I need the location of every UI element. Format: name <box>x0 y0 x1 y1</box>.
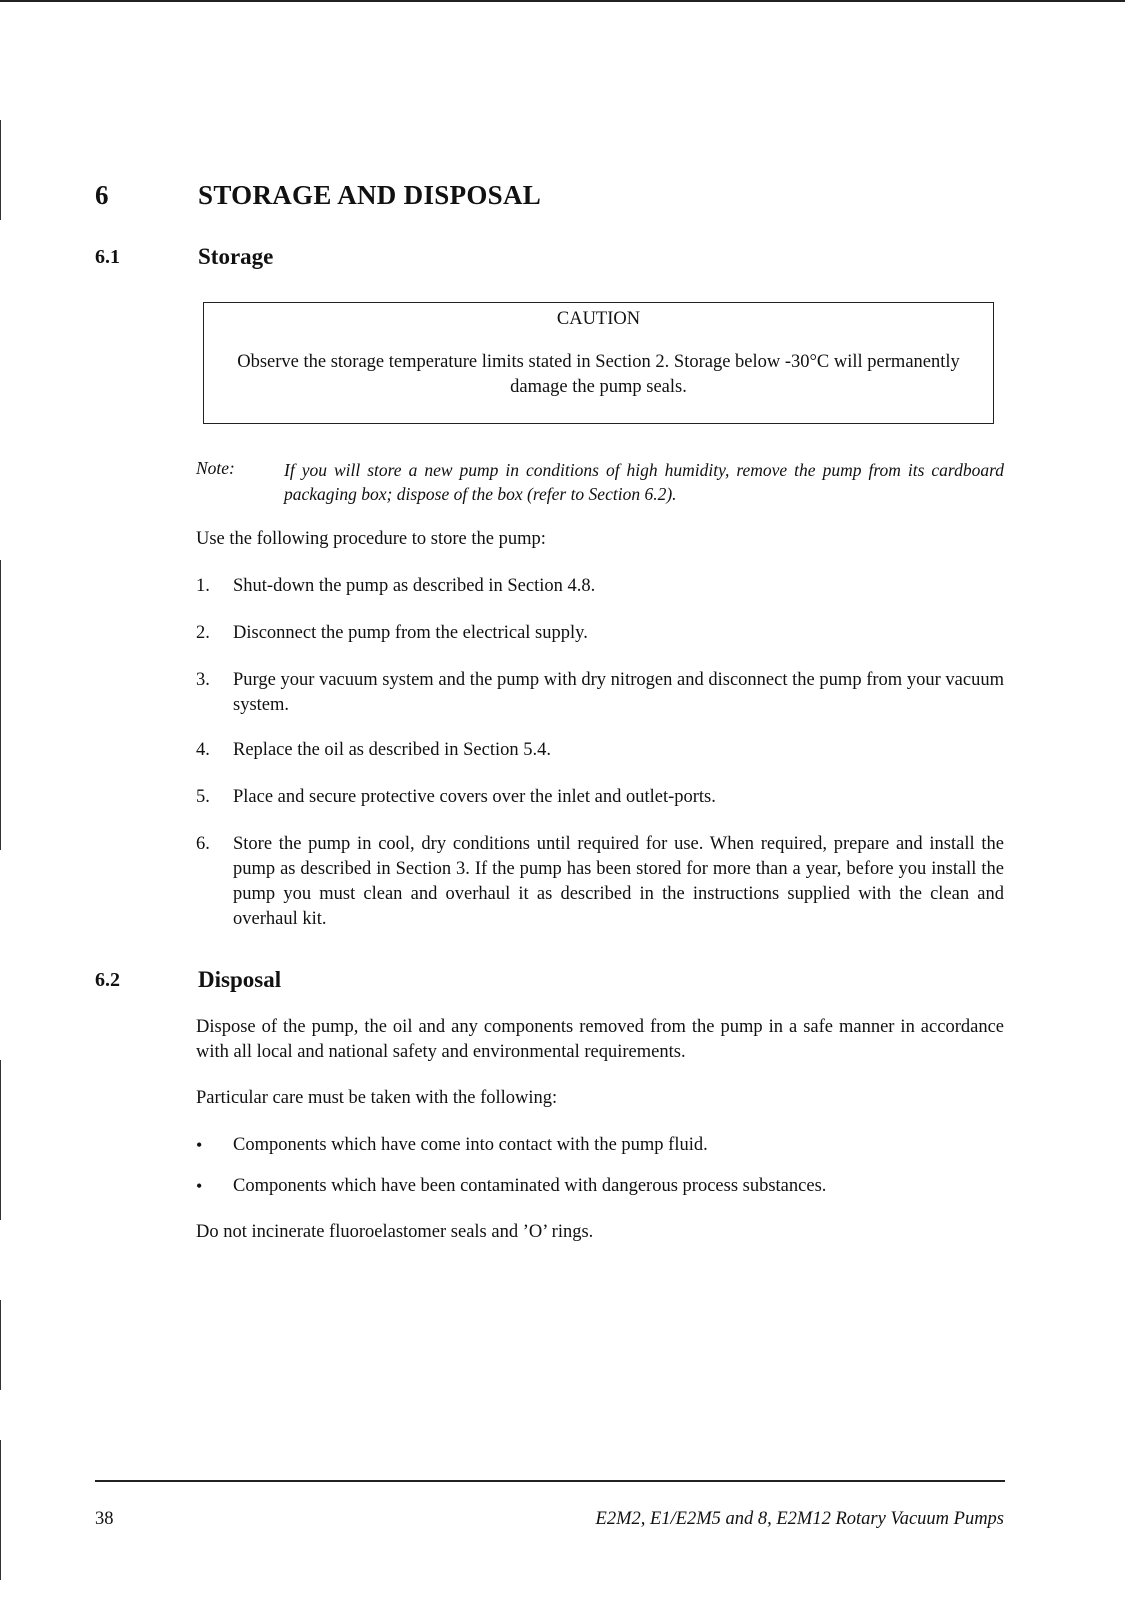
page-number: 38 <box>95 1509 114 1529</box>
bullet-icon: • <box>196 1176 203 1196</box>
scan-edge-mark <box>0 1060 1 1220</box>
step-number: 3. <box>196 670 210 690</box>
list-item <box>196 574 1004 599</box>
step-number: 4. <box>196 740 210 760</box>
caution-title: CAUTION <box>556 309 641 329</box>
top-rule <box>0 0 1125 2</box>
footer-rule <box>95 1480 1005 1482</box>
section-number: 6 <box>95 180 109 210</box>
scan-edge-mark <box>0 1300 1 1390</box>
step-number: 6. <box>196 834 210 854</box>
subsection-number-storage: 6.1 <box>95 246 120 268</box>
caution-text: Observe the storage temperature limits stated in Section 2. Storage below -30°C will permanently damage the pump seals. <box>237 352 960 397</box>
list-item <box>196 785 1004 810</box>
list-item <box>196 1174 1004 1199</box>
step-text: Disconnect the pump from the electrical supply. <box>233 623 588 643</box>
step-text: Shut-down the pump as described in Section 4.8. <box>233 576 596 596</box>
caution-box <box>203 302 994 424</box>
section-title: STORAGE AND DISPOSAL <box>198 180 542 210</box>
footer-title: E2M2, E1/E2M5 and 8, E2M12 Rotary Vacuum Pumps <box>595 1509 1004 1529</box>
list-item <box>196 621 1004 646</box>
list-item <box>196 738 1004 763</box>
step-number: 5. <box>196 787 210 807</box>
disposal-paragraph: Particular care must be taken with the following: <box>196 1088 558 1108</box>
bullet-text: Components which have been contaminated with dangerous process substances. <box>233 1176 827 1196</box>
scan-edge-mark <box>0 120 1 220</box>
bullet-icon: • <box>196 1135 203 1155</box>
step-text: Purge your vacuum system and the pump with dry nitrogen and disconnect the pump from your vacuum system. <box>233 670 1004 715</box>
list-item <box>196 668 1004 718</box>
list-item <box>196 832 1004 932</box>
note-label: Note: <box>196 458 235 478</box>
list-item <box>196 1133 1004 1158</box>
note-text: If you will store a new pump in conditions of high humidity, remove the pump from its cardboard packaging box; dispose of the box (refer to Section 6.2). <box>284 460 1004 504</box>
step-number: 2. <box>196 623 210 643</box>
step-text: Replace the oil as described in Section 5.4. <box>233 740 552 760</box>
scan-edge-mark <box>0 1440 1 1580</box>
subsection-title-storage: Storage <box>198 244 274 269</box>
step-text: Place and secure protective covers over the inlet and outlet-ports. <box>233 787 716 807</box>
step-text: Store the pump in cool, dry conditions until required for use. When required, prepare and install the pump as described in Section 3. If the pump has been stored for more than a year, before you install the pump you must clean and overhaul it as described in the instructions supplied with the clean and overhaul kit. <box>233 834 1004 929</box>
disposal-paragraph: Dispose of the pump, the oil and any components removed from the pump in a safe manner in accordance with all local and national safety and environmental requirements. <box>196 1017 1004 1062</box>
bullet-text: Components which have come into contact with the pump fluid. <box>233 1135 708 1155</box>
disposal-paragraph: Do not incinerate fluoroelastomer seals and ’O’ rings. <box>196 1222 594 1242</box>
scan-edge-mark <box>0 560 1 850</box>
storage-intro: Use the following procedure to store the pump: <box>196 529 546 549</box>
subsection-title-disposal: Disposal <box>198 967 282 992</box>
subsection-number-disposal: 6.2 <box>95 969 120 991</box>
step-number: 1. <box>196 576 210 596</box>
